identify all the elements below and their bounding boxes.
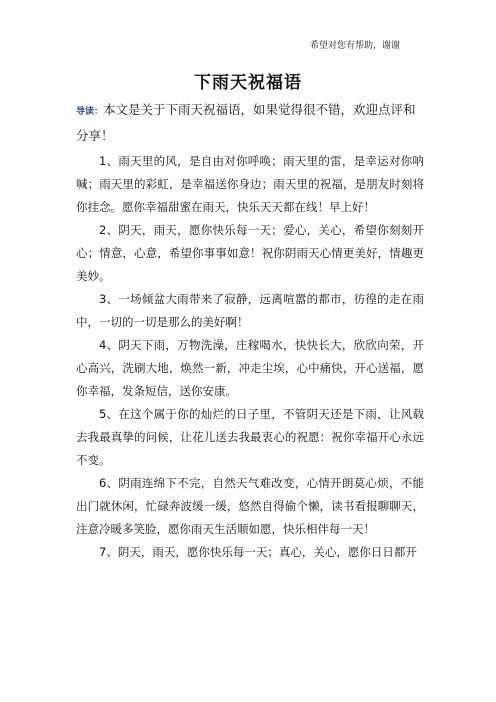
greeting-paragraph-3: 3、一场倾盆大雨带来了寂静，远离喧嚣的都市，彷徨的走在雨中，一切的一切是那么的美好啊！ — [76, 292, 424, 329]
greeting-paragraph-5: 5、在这个属于你的灿烂的日子里，不管阴天还是下雨，让风载去我最真挚的问候，让花儿送去我最衷心的祝愿：祝你幸福开心永远不变。 — [76, 407, 424, 467]
header-note: 希望对您有帮助，谢谢 — [309, 41, 400, 51]
greeting-paragraph-6: 6、阴雨连绵下不完，自然天气难改变，心情开朗莫心烦，不能出门就休闲，忙碌奔波缓一缓，悠然自得偷个懒，读书看报聊聊天，注意冷暖多笑脸，愿你雨天生活顺如愿，快乐相伴每一天！ — [76, 476, 424, 536]
greeting-paragraph-7: 7、阴天，雨天，愿你快乐每一天；真心，关心，愿你日日都开 — [99, 545, 417, 559]
intro-label: 导读： — [76, 107, 104, 117]
greeting-paragraph-1: 1、雨天里的风，是自由对你呼唤；雨天里的雷，是幸运对你呐喊；雨天里的彩虹，是幸福送你身边；雨天里的祝福，是朋友时刻将你挂念。愿你幸福甜蜜在雨天，快乐天天都在线！早上好！ — [76, 154, 424, 214]
document-intro — [76, 98, 424, 147]
intro-text: 本文是关于下雨天祝福语，如果觉得很不错，欢迎点评和分享！ — [76, 102, 416, 143]
greeting-list — [76, 150, 424, 564]
document-title: 下雨天祝福语 — [194, 73, 302, 93]
greeting-paragraph-4: 4、阴天下雨，万物洗澡，庄稼喝水，快快长大，欣欣向荣，开心高兴，洗刷大地，焕然一新，冲走尘埃，心中痛快，开心送福，愿你幸福，发条短信，送你安康。 — [76, 338, 424, 398]
greeting-paragraph-2: 2、阴天，雨天，愿你快乐每一天；爱心，关心，希望你刻刻开心；情意，心意，希望你事事如意！祝你阴雨天心情更美好，情趣更美妙。 — [76, 223, 424, 283]
